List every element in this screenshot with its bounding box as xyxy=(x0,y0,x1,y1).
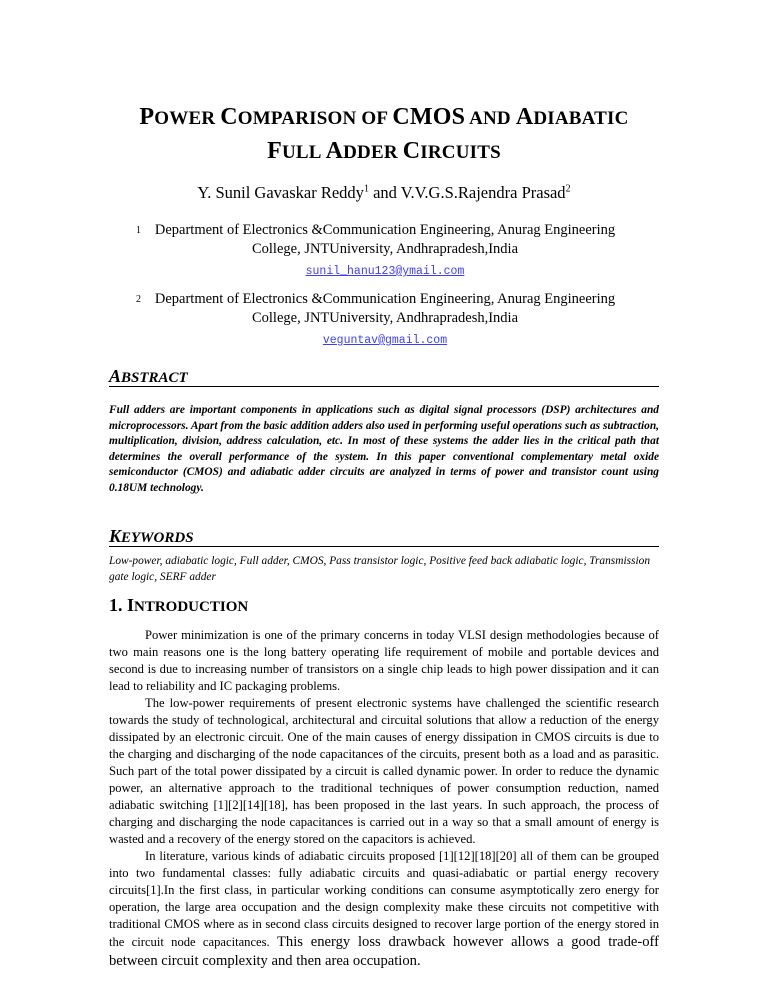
section-number: 1. xyxy=(109,595,127,615)
abstract-divider xyxy=(109,386,659,387)
title-word: AND xyxy=(465,108,516,129)
heading-text: NTRODUCTION xyxy=(134,599,249,615)
introduction-body xyxy=(109,627,659,971)
author-line xyxy=(0,183,768,203)
paragraph: The low-power requirements of present electronic systems have challenged the scientific research towards the study of technological, architectural and circuital solutions that allow a reduction of the energy dissipated by an electronic circuit. One of the main causes of energy dissipation in CMOS circuits is due to the charging and discharging of the node capacitances of the circuits, present both as a load and as parasitic. Such part of the total power dissipated by a circuit is called dynamic power. In order to reduce the dynamic power, an alternative approach to the traditional techniques of power consumption reduction, named adiabatic switching [1][2][14][18], has been proposed in the last years. In such approach, the process of charging and discharging the node capacitances is carried out in a way so that a small amount of energy is wasted and a recovery of the energy stored on the capacitors is achieved. xyxy=(109,696,659,846)
section-heading-introduction xyxy=(109,595,248,616)
affiliation-institution: College, JNTUniversity, Andhrapradesh,India xyxy=(251,310,519,326)
abstract-heading xyxy=(109,366,188,387)
title-line-2 xyxy=(90,135,678,169)
paragraph-text: In literature, various kinds of adiabatic circuits proposed [1][12][18][20] all of them can be grouped into two fundamental classes: fully adiabatic circuits and quasi-adiabatic or partial energy recovery circuits[1].In the first class, in particular working conditions can consume asymptotically zero energy for operation, the large area occupation and the design complexity make these circuits not competitive with traditional CMOS where as in second class circuits designed to recover large portion of the energy stored in the circuit node capacitances. xyxy=(109,849,659,949)
title-initial: C xyxy=(402,138,421,164)
title-word: IRCUITS xyxy=(420,142,501,163)
title-word: OWER xyxy=(154,108,221,129)
title-initial: F xyxy=(267,138,282,164)
paragraph: Power minimization is one of the primary concerns in today VLSI design methodologies because of two main reasons one is the long battery operating life requirement of mobile and portable devices and second is due to increasing number of transistors on a single chip leads to high power dissipation and it can lead to reliability and IC packaging problems. xyxy=(109,628,659,693)
heading-initial: A xyxy=(109,366,122,386)
affiliation-1 xyxy=(136,221,620,281)
affiliation-institution: College, JNTUniversity, Andhrapradesh,India xyxy=(251,241,519,257)
paragraph xyxy=(109,848,659,971)
affiliation-department: Department of Electronics &Communication Engineering, Anurag Engineering xyxy=(154,222,616,238)
heading-text: BSTRACT xyxy=(121,370,188,386)
affiliation-number: 1 xyxy=(136,225,141,236)
affiliation-2 xyxy=(136,290,620,350)
title-line-1 xyxy=(90,101,678,135)
author-name: Y. Sunil Gavaskar Reddy xyxy=(197,183,364,202)
affiliation-department: Department of Electronics &Communication Engineering, Anurag Engineering xyxy=(154,291,616,307)
author-separator: and xyxy=(368,183,401,202)
keywords-divider xyxy=(109,546,659,547)
title-word: ULL xyxy=(282,142,326,163)
heading-initial: I xyxy=(127,595,135,615)
title-word: DIABATIC xyxy=(533,108,629,129)
keywords-text: Low-power, adiabatic logic, Full adder, CMOS, Pass transistor logic, Positive feed back adiabatic logic, Transmission gate logic, SERF adder xyxy=(109,555,651,583)
title-initial: P xyxy=(139,104,155,130)
title-initial: C xyxy=(220,104,238,130)
title-word: DDER xyxy=(343,142,403,163)
title-initial: CMOS xyxy=(392,104,466,130)
keywords-heading xyxy=(109,526,194,547)
heading-text: EYWORDS xyxy=(121,530,194,546)
heading-initial: K xyxy=(109,526,122,546)
email-link[interactable]: sunil_hanu123@ymail.com xyxy=(305,265,465,278)
paragraph-tail: This energy loss drawback however allows a good trade-off between circuit complexity and then area occupation. xyxy=(109,934,660,969)
affiliation-marker: 1 xyxy=(363,183,369,195)
author-name: V.V.G.S.Rajendra Prasad xyxy=(400,183,566,202)
title-initial: A xyxy=(325,138,344,164)
abstract-text: Full adders are important components in applications such as digital signal processors (DSP) architectures and microprocessors. Apart from the basic addition adders also used in performing useful operations such as subtraction, multiplication, division, address calculation, etc. In most of these systems the adder lies in the critical path that determines the overall performance of the system. In this paper conventional complementary metal oxide semiconductor (CMOS) and adiabatic adder circuits are analyzed in terms of power and transistor count using 0.18UM technology. xyxy=(109,404,659,494)
title-word: OMPARISON OF xyxy=(237,108,393,129)
affiliation-number: 2 xyxy=(136,294,141,305)
affiliation-marker: 2 xyxy=(565,183,571,195)
title-initial: A xyxy=(515,104,534,130)
email-link[interactable]: veguntav@gmail.com xyxy=(322,334,448,347)
paper-title xyxy=(90,101,678,169)
